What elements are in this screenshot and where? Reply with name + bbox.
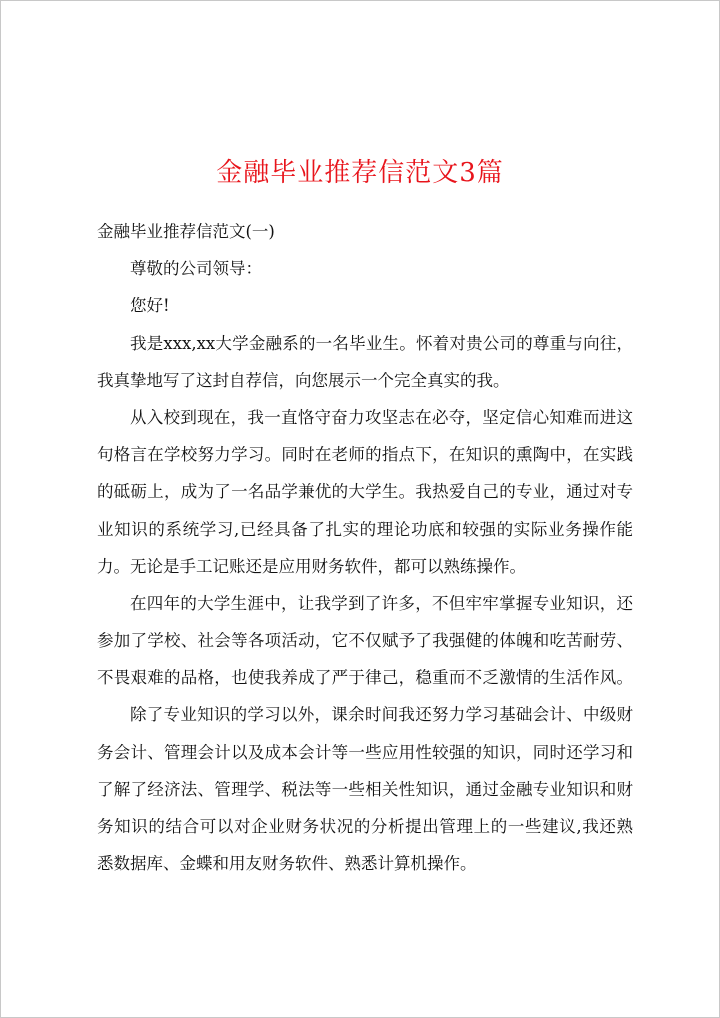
paragraph-line: 我是xxx,xx大学金融系的一名毕业生。怀着对贵公司的尊重与向往，: [130, 333, 633, 353]
paragraph-line: 除了专业知识的学习以外，课余时间我还努力学习基础会计、中级财: [130, 705, 633, 725]
paragraph-line: 句格言在学校努力学习。同时在老师的指点下，在知识的熏陶中，在实践: [97, 445, 633, 465]
paragraph-line: 了解了经济法、管理学、税法等一些相关性知识，通过金融专业知识和财: [97, 779, 633, 799]
paragraph-line: 务知识的结合可以对企业财务状况的分析提出管理上的一些建议,我还熟: [97, 817, 633, 836]
paragraph-line: 的砥砺上，成为了一名品学兼优的大学生。我热爱自己的专业，通过对专: [97, 482, 633, 502]
paragraph-line: 务会计、管理会计以及成本会计等一些应用性较强的知识，同时还学习和: [97, 742, 633, 762]
paragraph-line: 力。无论是手工记账还是应用财务软件，都可以熟练操作。: [97, 556, 526, 576]
paragraph-line: 从入校到现在，我一直恪守奋力攻坚志在必夺，坚定信心知难而进这: [130, 407, 633, 427]
salutation: 尊敬的公司领导：: [130, 259, 262, 279]
greeting: 您好!: [130, 296, 170, 316]
paragraph-line: 不畏艰难的品格，也使我养成了严于律己，稳重而不乏激情的生活作风。: [97, 668, 633, 688]
paragraph-line: 业知识的系统学习,已经具备了扎实的理论功底和较强的实际业务操作能: [97, 519, 633, 539]
paragraph-line: 我真挚地写了这封自荐信，向您展示一个完全真实的我。: [97, 370, 510, 390]
section-heading: 金融毕业推荐信范文(一): [97, 222, 275, 241]
document-title: 金融毕业推荐信范文3篇: [216, 158, 504, 188]
paragraph-line: 悉数据库、金蝶和用友财务软件、熟悉计算机操作。: [97, 854, 477, 874]
paragraph-line: 参加了学校、社会等各项活动，它不仅赋予了我强健的体魄和吃苦耐劳、: [97, 631, 633, 651]
paragraph-line: 在四年的大学生涯中，让我学到了许多，不但牢牢掌握专业知识，还: [130, 593, 633, 613]
document-body: [97, 213, 633, 882]
